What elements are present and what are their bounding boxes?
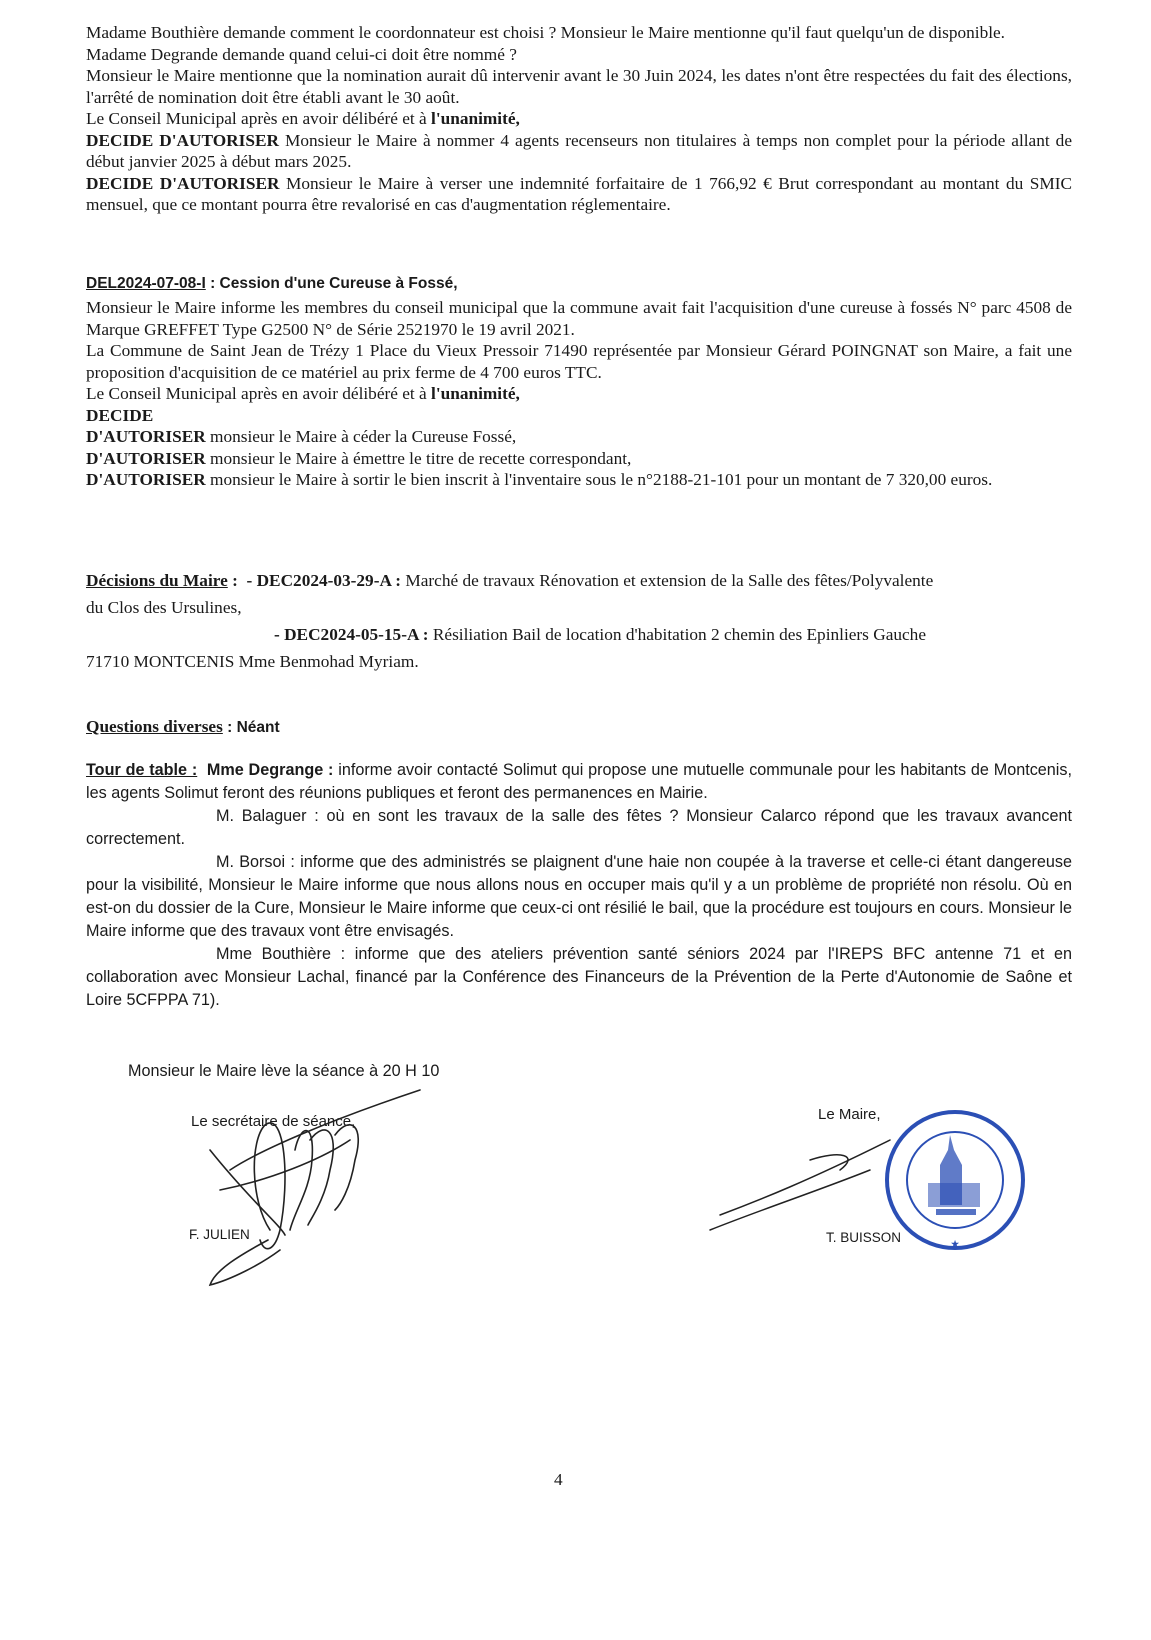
misc-questions: Questions diverses : Néant — [86, 717, 280, 736]
mayor-stamp — [880, 1105, 1030, 1255]
round-table — [86, 759, 1072, 1012]
deliberation-decide: DECIDE — [86, 405, 154, 425]
page-number: 4 — [554, 1470, 563, 1489]
mayor-decision-1-cont: du Clos des Ursulines, — [86, 598, 242, 617]
mayor-decisions — [86, 567, 1072, 675]
deliberation-body — [86, 297, 1072, 491]
deliberation-text-1: Monsieur le Maire informe les membres du conseil municipal que la commune avait fait l'acquisition d'une cureuse à fossés N° parc 4508 de Marque GREFFET Type G2500 N° de Série 2521970 le 19 avril 2021. — [86, 298, 1072, 339]
mayor-name: T. BUISSON — [826, 1230, 902, 1245]
round-table-item-2: M. Balaguer : où en sont les travaux de la salle des fêtes ? Monsieur Calarco répond que les travaux avancent correctement. — [86, 807, 1072, 848]
deliberation-section — [86, 272, 1072, 491]
opening-line-2: Madame Degrande demande quand celui-ci doit être nommé ? — [86, 44, 517, 64]
mayor-decision-2: - DEC2024-05-15-A : Résiliation Bail de location d'habitation 2 chemin des Epinliers Gauche — [274, 625, 926, 644]
mayor-decision-2-cont: 71710 MONTCENIS Mme Benmohad Myriam. — [86, 652, 419, 671]
closing-line: Monsieur le Maire lève la séance à 20 H 10 — [128, 1062, 440, 1080]
authorisation-1: D'AUTORISER monsieur le Maire à céder la Cureuse Fossé, — [86, 427, 517, 446]
secretary-signature — [190, 1080, 490, 1290]
deliberation-heading: DEL2024-07-08-I : Cession d'une Cureuse à Fossé, — [86, 275, 458, 292]
round-table-item-3: M. Borsoi : informe que des administrés se plaignent d'une haie non coupée à la traverse et celle-ci étant dangereuse pour la visibilité, Monsieur le Maire informe que nous allons nous en occuper mais qu'il y a un problème de propriété non résolu. Où en est-on du dossier de la Cure, Monsieur le Maire informe que ceux-ci ont résilié le bail, que la procédure est toujours en cours. Monsieur le Maire informe que des travaux vont être envisagés. — [86, 853, 1072, 940]
deliberation-vote: Le Conseil Municipal après en avoir délibéré et à l'unanimité, — [86, 384, 520, 403]
opening-paragraph — [86, 22, 1072, 216]
authorisation-2: D'AUTORISER monsieur le Maire à émettre le titre de recette correspondant, — [86, 448, 632, 468]
mayor-role: Le Maire, — [818, 1106, 881, 1123]
deliberation-text-2: La Commune de Saint Jean de Trézy 1 Place du Vieux Pressoir 71490 représentée par Monsieur Gérard POINGNAT son Maire, a fait une proposition d'acquisition de ce matériel au prix ferme de 4 700 euros TTC. — [86, 341, 1072, 382]
opening-line-3: Monsieur le Maire mentionne que la nomination aurait dû intervenir avant le 30 Juin 2024, les dates n'ont être respectées du fait des élections, l'arrêté de nomination doit être établi avant le 30 août. — [86, 66, 1072, 107]
decision-1: DECIDE D'AUTORISER Monsieur le Maire à nommer 4 agents recenseurs non titulaires à temps non complet pour la période allant de début janvier 2025 à début mars 2025. — [86, 130, 1072, 171]
decision-2: DECIDE D'AUTORISER Monsieur le Maire à verser une indemnité forfaitaire de 1 766,92 € Brut correspondant au montant du SMIC mensuel, que ce montant pourra être revalorisé en cas d'augmentation réglementaire. — [86, 173, 1072, 214]
secretary-role: Le secrétaire de séance, — [191, 1113, 356, 1130]
round-table-item-1: Tour de table : Mme Degrange : informe avoir contacté Solimut qui propose une mutuelle communale pour les habitants de Montcenis, les agents Solimut feront des réunions publiques et feront des permanences en Mairie. — [86, 761, 1072, 802]
opening-vote: Le Conseil Municipal après en avoir délibéré et à l'unanimité, — [86, 109, 520, 128]
authorisation-3: D'AUTORISER monsieur le Maire à sortir le bien inscrit à l'inventaire sous le n°2188-21-101 pour un montant de 7 320,00 euros. — [86, 470, 993, 489]
mayor-decision-1: Décisions du Maire : - DEC2024-03-29-A : Marché de travaux Rénovation et extension de la Salle des fêtes/Polyvalente — [86, 571, 934, 590]
svg-text:★: ★ — [950, 1239, 960, 1249]
secretary-name: F. JULIEN — [189, 1227, 250, 1242]
round-table-item-4: Mme Bouthière : informe que des ateliers prévention santé séniors 2024 par l'IREPS BFC antenne 71 et en collaboration avec Monsieur Lachal, financé par la Conférence des Financeurs de la Prévention de la Perte d'Autonomie de Saône et Loire 5CFPPA 71). — [86, 945, 1072, 1009]
opening-line-1: Madame Bouthière demande comment le coordonnateur est choisi ? Monsieur le Maire mentionne qu'il faut quelqu'un de disponible. — [86, 23, 1006, 42]
